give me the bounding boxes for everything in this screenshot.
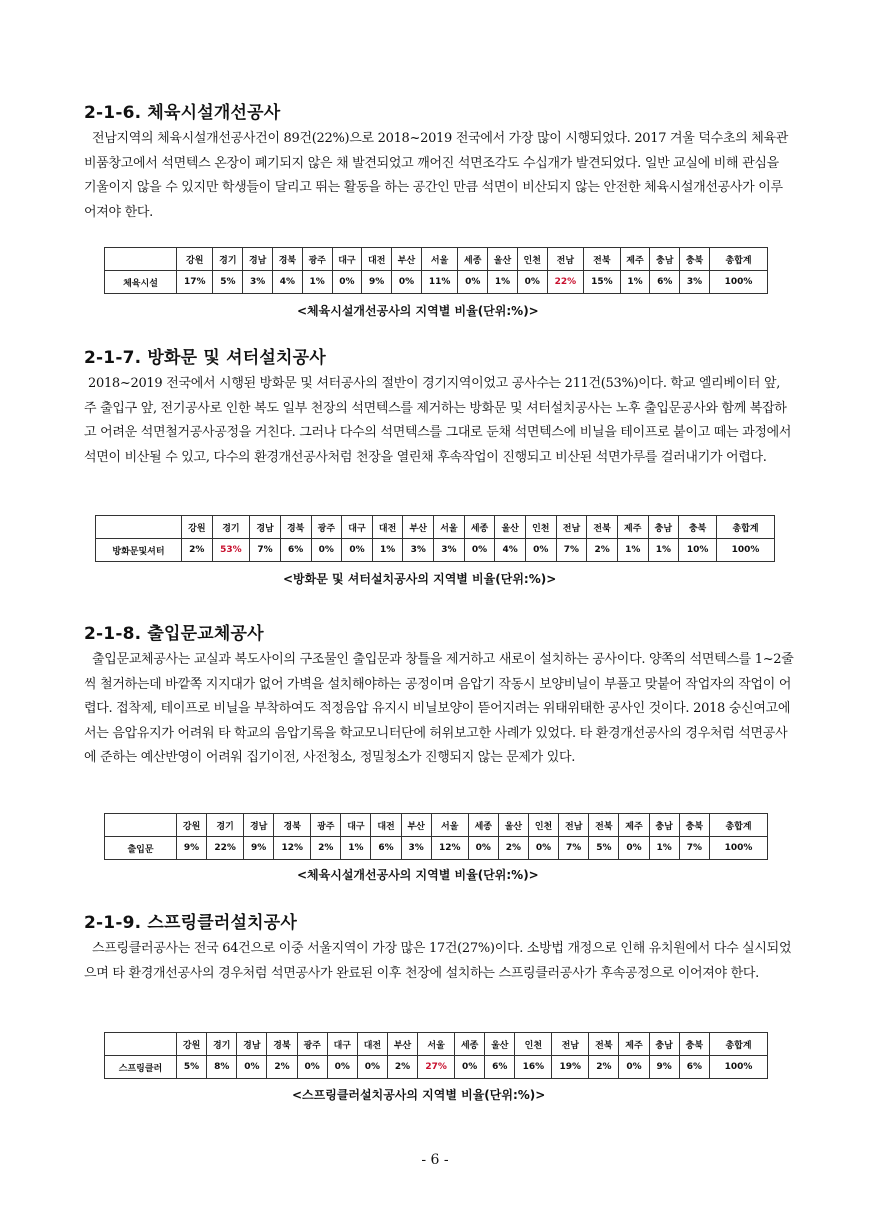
region-header-cell: 경기 — [207, 814, 244, 837]
region-header-cell: 총합계 — [710, 814, 768, 837]
regional-ratio-table — [104, 247, 768, 294]
region-header-cell: 부산 — [392, 248, 422, 271]
region-header-cell: 제주 — [617, 516, 648, 539]
ratio-value-cell: 4% — [495, 539, 526, 562]
page-number: - 6 - — [421, 1152, 449, 1168]
ratio-value-cell: 11% — [421, 271, 457, 294]
region-header-cell: 강원 — [182, 516, 213, 539]
ratio-value-cell: 0% — [297, 1056, 327, 1079]
ratio-value-cell: 100% — [710, 837, 768, 860]
region-header-cell: 경기 — [207, 1033, 237, 1056]
region-header-cell: 제주 — [619, 814, 649, 837]
region-header-cell: 세종 — [458, 248, 488, 271]
section-paragraph: 2018~2019 전국에서 시행된 방화문 및 셔터공사의 절반이 경기지역이었고 공사수는 211건(53%)이다. 학교 엘리베이터 앞, 주 출입구 앞, 전기공사로 인한 복도 일부 천장의 석면텍스를 제거하는 방화문 및 셔터설치공사는 노후 출입문공사와 함께 복잡하고 어려운 석면철거공사공정을 거친다. 그러나 다수의 석면텍스를 그대로 둔채 석면텍스에 비닐을 테이프로 붙이고 떼는 과정에서 석면이 비산될 수 있고, 다수의 환경개선공사처럼 천장을 열린채 후속작업이 진행되고 비산된 석면가루를 걸러내기가 어렵다. — [84, 376, 792, 465]
region-header-cell: 경북 — [280, 516, 311, 539]
region-header-cell: 대구 — [342, 516, 373, 539]
ratio-value-cell: 22% — [207, 837, 244, 860]
ratio-value-cell: 7% — [559, 837, 589, 860]
ratio-value-cell: 15% — [584, 271, 620, 294]
region-header-cell: 세종 — [468, 814, 498, 837]
section-fire-door — [84, 343, 794, 470]
ratio-value-cell: 12% — [431, 837, 468, 860]
ratio-value-cell: 0% — [311, 539, 342, 562]
section-heading: 2-1-9. 스프링클러설치공사 — [84, 913, 297, 933]
ratio-value-cell: 4% — [273, 271, 303, 294]
region-header-cell: 전북 — [589, 814, 619, 837]
region-header-cell: 경북 — [273, 248, 303, 271]
ratio-value-cell: 2% — [267, 1056, 297, 1079]
region-header-cell: 세종 — [455, 1033, 485, 1056]
ratio-value-cell: 1% — [649, 837, 679, 860]
ratio-value-cell: 0% — [392, 271, 422, 294]
section-paragraph: 전남지역의 체육시설개선공사건이 89건(22%)으로 2018~2019 전국에서 가장 많이 시행되었다. 2017 겨울 덕수초의 체육관 비품창고에서 석면텍스 온장이 폐기되지 않은 채 발견되었고 깨어진 석면조각도 수십개가 발견되었다. 일반 교실에 비해 관심을 기울이지 않을 수 있지만 학생들이 달리고 뛰는 활동을 하는 공간인 만큼 석면이 비산되지 않는 안전한 체육시설개선공사가 이루어져야 한다. — [84, 131, 789, 220]
table-header-row — [96, 516, 775, 539]
regional-ratio-table — [95, 515, 775, 562]
region-header-cell: 강원 — [177, 814, 207, 837]
region-header-cell: 전남 — [552, 1033, 589, 1056]
row-label-cell: 방화문및셔터 — [96, 539, 182, 562]
ratio-value-cell: 0% — [517, 271, 547, 294]
table-row — [105, 271, 768, 294]
region-header-cell: 대전 — [357, 1033, 387, 1056]
ratio-value-cell: 9% — [177, 837, 207, 860]
ratio-value-cell: 0% — [468, 837, 498, 860]
region-header-cell: 제주 — [619, 1033, 649, 1056]
ratio-value-cell: 7% — [250, 539, 281, 562]
ratio-value-cell: 2% — [498, 837, 528, 860]
region-header-cell: 대구 — [327, 1033, 357, 1056]
ratio-value-cell: 1% — [620, 271, 650, 294]
region-header-cell: 경남 — [237, 1033, 267, 1056]
ratio-value-cell: 3% — [434, 539, 465, 562]
table-caption: <방화문 및 셔터설치공사의 지역별 비율(단위:%)> — [283, 572, 557, 586]
region-header-cell: 강원 — [177, 1033, 207, 1056]
ratio-value-cell: 9% — [649, 1056, 679, 1079]
ratio-value-cell: 1% — [372, 539, 403, 562]
ratio-value-cell: 5% — [213, 271, 243, 294]
region-header-cell: 광주 — [311, 814, 341, 837]
ratio-value-cell: 6% — [485, 1056, 515, 1079]
region-header-cell: 경남 — [244, 814, 274, 837]
ratio-value-cell: 2% — [589, 1056, 619, 1079]
ratio-value-cell: 6% — [280, 539, 311, 562]
ratio-value-cell: 1% — [617, 539, 648, 562]
section-heading: 2-1-7. 방화문 및 셔터설치공사 — [84, 348, 326, 368]
table-row — [96, 539, 775, 562]
table-header-row — [105, 814, 768, 837]
region-header-cell: 울산 — [488, 248, 518, 271]
region-header-cell: 서울 — [434, 516, 465, 539]
ratio-value-cell: 0% — [525, 539, 556, 562]
region-header-cell: 전남 — [559, 814, 589, 837]
ratio-value-cell: 1% — [302, 271, 332, 294]
section-heading: 2-1-8. 출입문교체공사 — [84, 624, 264, 644]
ratio-value-cell: 6% — [650, 271, 680, 294]
section-paragraph: 출입문교체공사는 교실과 복도사이의 구조물인 출입문과 창틀을 제거하고 새로이 설치하는 공사이다. 양쪽의 석면텍스를 1~2줄씩 철거하는데 바깥쪽 지지대가 없어 가벽을 설치해야하는 공정이며 음압기 작동시 보양비닐이 부풀고 맞붙어 작업자의 작업이 어렵다. 접착제, 테이프로 비닐을 부착하여도 적정음압 유지시 비닐보양이 뜯어지려는 위태위태한 공사인 것이다. 2018 숭신여고에서는 음압유지가 어려워 타 학교의 음압기록을 학교모니터단에 허위보고한 사례가 있었다. 타 환경개선공사의 경우처럼 석면공사에 준하는 예산반영이 어려워 집기이전, 사전청소, 정밀청소가 진행되지 않는 문제가 있다. — [84, 652, 794, 766]
region-header-cell: 전북 — [589, 1033, 619, 1056]
ratio-value-cell: 0% — [327, 1056, 357, 1079]
ratio-value-cell: 100% — [710, 271, 768, 294]
ratio-value-cell: 3% — [401, 837, 431, 860]
ratio-value-cell: 0% — [528, 837, 558, 860]
ratio-value-cell: 8% — [207, 1056, 237, 1079]
region-header-cell: 경북 — [274, 814, 311, 837]
ratio-value-cell: 0% — [455, 1056, 485, 1079]
ratio-value-cell: 0% — [332, 271, 362, 294]
ratio-value-cell: 16% — [515, 1056, 552, 1079]
ratio-value-cell: 0% — [619, 1056, 649, 1079]
ratio-value-cell: 1% — [648, 539, 679, 562]
ratio-value-cell: 5% — [589, 837, 619, 860]
ratio-value-cell: 7% — [679, 837, 709, 860]
region-header-cell: 대구 — [332, 248, 362, 271]
ratio-value-cell: 100% — [710, 1056, 768, 1079]
ratio-value-cell: 10% — [679, 539, 717, 562]
table-corner-cell — [105, 814, 177, 837]
region-header-cell: 대전 — [372, 516, 403, 539]
ratio-value-cell: 2% — [387, 1056, 417, 1079]
region-header-cell: 대전 — [371, 814, 401, 837]
row-label-cell: 출입문 — [105, 837, 177, 860]
row-label-cell: 체육시설 — [105, 271, 177, 294]
ratio-value-cell: 2% — [587, 539, 618, 562]
ratio-value-cell: 100% — [717, 539, 775, 562]
ratio-value-cell: 1% — [488, 271, 518, 294]
ratio-value-cell: 12% — [274, 837, 311, 860]
region-header-cell: 총합계 — [717, 516, 775, 539]
ratio-value-cell: 3% — [680, 271, 710, 294]
region-header-cell: 서울 — [431, 814, 468, 837]
region-header-cell: 제주 — [620, 248, 650, 271]
section-sports-facility — [84, 98, 794, 225]
region-header-cell: 충북 — [679, 516, 717, 539]
ratio-value-cell: 6% — [679, 1056, 709, 1079]
region-header-cell: 충남 — [649, 1033, 679, 1056]
table-row — [105, 837, 768, 860]
section-sprinkler — [84, 908, 794, 986]
ratio-value-cell: 0% — [464, 539, 495, 562]
region-header-cell: 울산 — [498, 814, 528, 837]
region-header-cell: 전남 — [556, 516, 587, 539]
region-header-cell: 대구 — [341, 814, 371, 837]
region-header-cell: 대전 — [362, 248, 392, 271]
region-header-cell: 세종 — [464, 516, 495, 539]
region-header-cell: 충북 — [679, 814, 709, 837]
ratio-value-cell: 9% — [244, 837, 274, 860]
region-header-cell: 광주 — [302, 248, 332, 271]
ratio-value-cell: 0% — [342, 539, 373, 562]
table-corner-cell — [105, 248, 177, 271]
ratio-value-cell: 27% — [418, 1056, 455, 1079]
section-heading: 2-1-6. 체육시설개선공사 — [84, 103, 281, 123]
region-header-cell: 인천 — [525, 516, 556, 539]
region-header-cell: 충남 — [650, 248, 680, 271]
region-header-cell: 경남 — [250, 516, 281, 539]
region-header-cell: 충남 — [648, 516, 679, 539]
ratio-value-cell: 7% — [556, 539, 587, 562]
ratio-value-cell: 3% — [403, 539, 434, 562]
region-header-cell: 부산 — [403, 516, 434, 539]
regional-ratio-table — [104, 1032, 768, 1079]
region-header-cell: 경북 — [267, 1033, 297, 1056]
region-header-cell: 부산 — [401, 814, 431, 837]
region-header-cell: 울산 — [495, 516, 526, 539]
table-corner-cell — [96, 516, 182, 539]
region-header-cell: 충북 — [680, 248, 710, 271]
region-header-cell: 울산 — [485, 1033, 515, 1056]
region-header-cell: 경기 — [213, 248, 243, 271]
region-header-cell: 부산 — [387, 1033, 417, 1056]
region-header-cell: 광주 — [311, 516, 342, 539]
region-header-cell: 인천 — [528, 814, 558, 837]
region-header-cell: 전남 — [547, 248, 583, 271]
region-header-cell: 총합계 — [710, 1033, 768, 1056]
ratio-value-cell: 2% — [311, 837, 341, 860]
region-header-cell: 전북 — [584, 248, 620, 271]
table-header-row — [105, 1033, 768, 1056]
table-caption: <체육시설개선공사의 지역별 비율(단위:%)> — [297, 304, 539, 318]
region-header-cell: 인천 — [515, 1033, 552, 1056]
table-row — [105, 1056, 768, 1079]
region-header-cell: 인천 — [517, 248, 547, 271]
regional-ratio-table — [104, 813, 768, 860]
ratio-value-cell: 1% — [341, 837, 371, 860]
ratio-value-cell: 2% — [182, 539, 213, 562]
region-header-cell: 광주 — [297, 1033, 327, 1056]
ratio-value-cell: 5% — [177, 1056, 207, 1079]
section-paragraph: 스프링클러공사는 전국 64건으로 이중 서울지역이 가장 많은 17건(27%)이다. 소방법 개정으로 인해 유치원에서 다수 실시되었으며 타 환경개선공사의 경우처럼 석면공사가 완료된 이후 천장에 설치하는 스프링클러공사가 후속공정으로 이어져야 한다. — [84, 941, 792, 981]
region-header-cell: 강원 — [177, 248, 213, 271]
ratio-value-cell: 19% — [552, 1056, 589, 1079]
ratio-value-cell: 0% — [237, 1056, 267, 1079]
region-header-cell: 충북 — [679, 1033, 709, 1056]
region-header-cell: 전북 — [587, 516, 618, 539]
table-caption: <체육시설개선공사의 지역별 비율(단위:%)> — [297, 868, 539, 882]
region-header-cell: 서울 — [421, 248, 457, 271]
ratio-value-cell: 22% — [547, 271, 583, 294]
ratio-value-cell: 9% — [362, 271, 392, 294]
table-caption: <스프링클러설치공사의 지역별 비율(단위:%)> — [292, 1088, 546, 1102]
row-label-cell: 스프링클러 — [105, 1056, 177, 1079]
region-header-cell: 경기 — [212, 516, 250, 539]
ratio-value-cell: 6% — [371, 837, 401, 860]
table-corner-cell — [105, 1033, 177, 1056]
ratio-value-cell: 53% — [212, 539, 250, 562]
ratio-value-cell: 3% — [243, 271, 273, 294]
region-header-cell: 경남 — [243, 248, 273, 271]
region-header-cell: 충남 — [649, 814, 679, 837]
table-header-row — [105, 248, 768, 271]
section-entrance-door — [84, 619, 794, 771]
ratio-value-cell: 17% — [177, 271, 213, 294]
ratio-value-cell: 0% — [619, 837, 649, 860]
region-header-cell: 서울 — [418, 1033, 455, 1056]
ratio-value-cell: 0% — [458, 271, 488, 294]
region-header-cell: 총합계 — [710, 248, 768, 271]
ratio-value-cell: 0% — [357, 1056, 387, 1079]
